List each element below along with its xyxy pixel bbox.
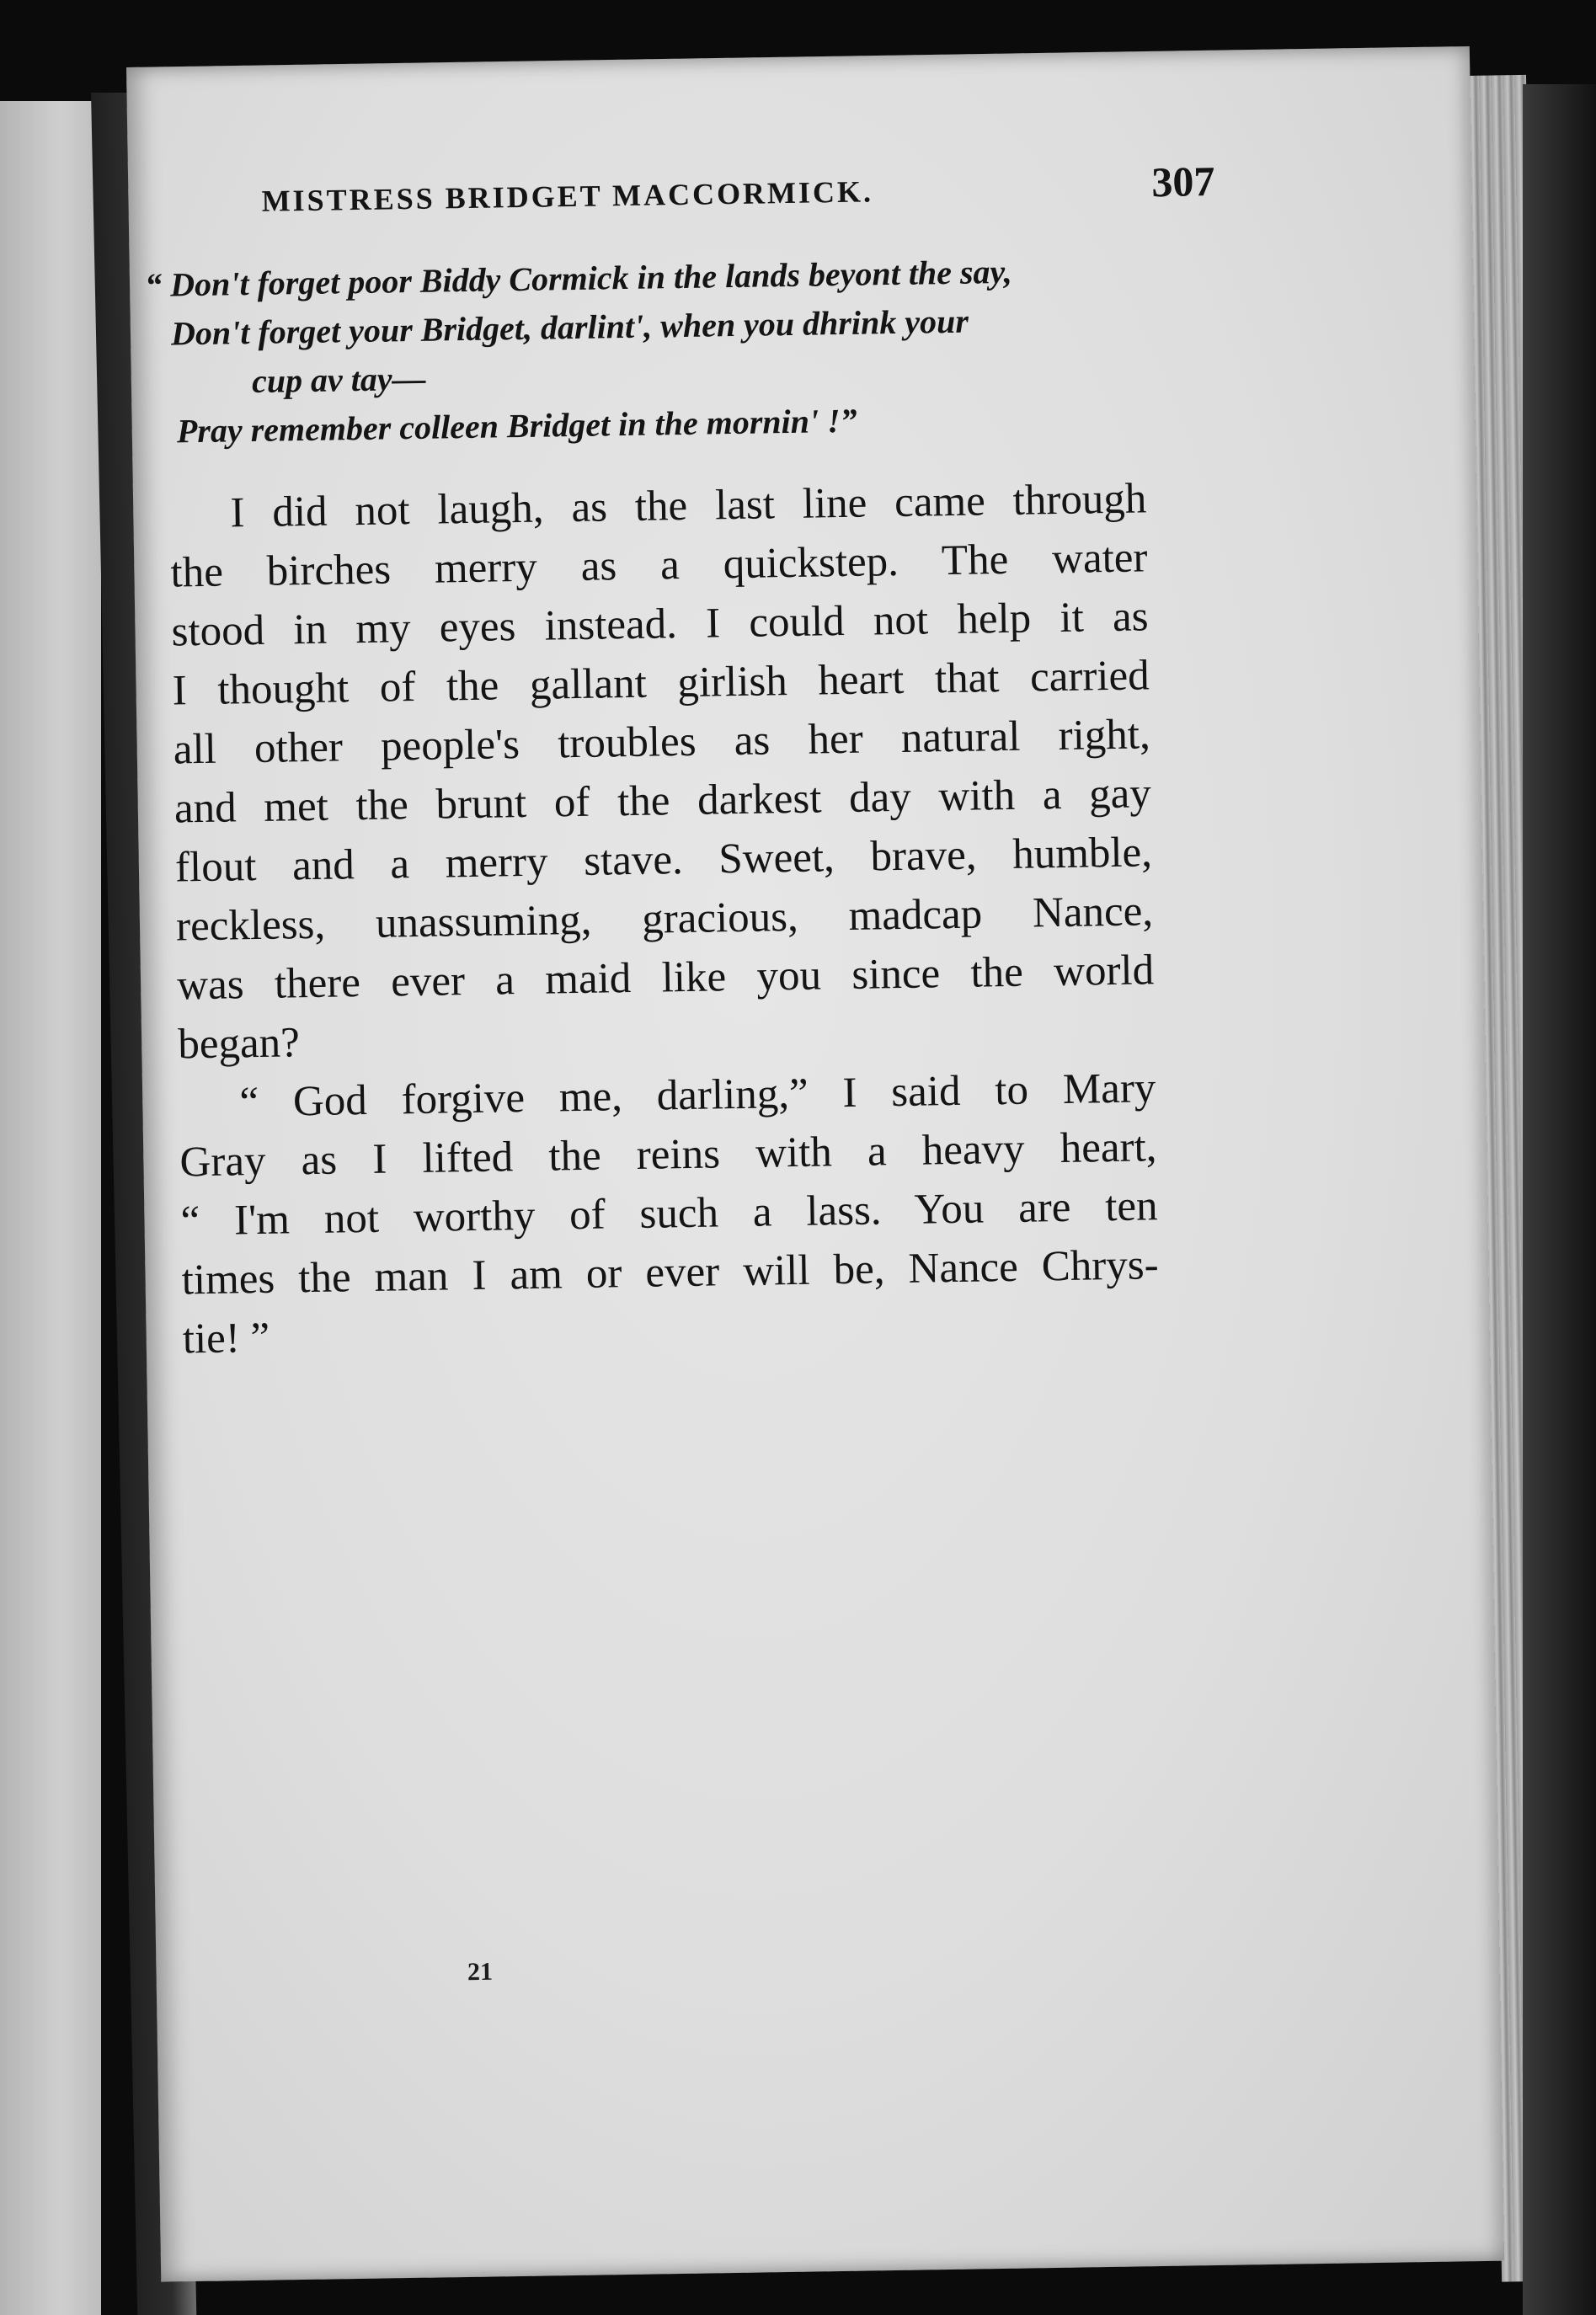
text-line: the birches merry as a quickstep. The water	[170, 534, 1148, 597]
text-line: I thought of the gallant girlish heart that carried	[172, 652, 1150, 715]
text-line: reckless, unassuming, gracious, madcap Nance,	[175, 888, 1154, 951]
signature-mark: 21	[467, 1957, 494, 1987]
paragraph-1	[148, 469, 1156, 1075]
text-line: and met the brunt of the darkest day with a gay	[173, 770, 1152, 833]
verse-line: cup av tay—	[251, 359, 426, 401]
text-line: stood in my eyes instead. I could not help it as	[171, 593, 1149, 656]
paragraph-2	[157, 1059, 1160, 1369]
right-edge-shadow	[1523, 84, 1596, 2315]
text-line: “ I'm not worthy of such a lass. You are ten	[180, 1182, 1158, 1246]
verse-line: “ Don't forget poor Biddy Cormick in the lands beyont the say,	[144, 252, 1013, 304]
text-line: I did not laugh, as the last line came through	[230, 475, 1147, 537]
text-line: was there ever a maid like you since the world	[176, 947, 1155, 1010]
running-title: MISTRESS BRIDGET MACCORMICK.	[261, 174, 874, 218]
text-line: “ God forgive me, darling,” I said to Mary	[238, 1064, 1156, 1127]
left-facing-page	[0, 101, 101, 2315]
verse-line: Don't forget your Bridget, darlint', when you dhrink your	[170, 301, 969, 353]
text-line: tie! ”	[182, 1314, 270, 1363]
text-line: all other people's troubles as her natural right,	[173, 711, 1151, 774]
verse-block	[145, 243, 1268, 456]
text-line: flout and a merry stave. Sweet, brave, humble,	[174, 829, 1153, 892]
text-line: began?	[177, 1019, 301, 1069]
text-line: times the man I am or ever will be, Nance Chrys-	[181, 1241, 1160, 1304]
verse-line: Pray remember colleen Bridget in the mornin' !”	[176, 401, 857, 451]
page-number: 307	[1150, 157, 1215, 206]
text-line: Gray as I lifted the reins with a heavy heart,	[179, 1123, 1157, 1187]
page-content	[143, 151, 1282, 1369]
